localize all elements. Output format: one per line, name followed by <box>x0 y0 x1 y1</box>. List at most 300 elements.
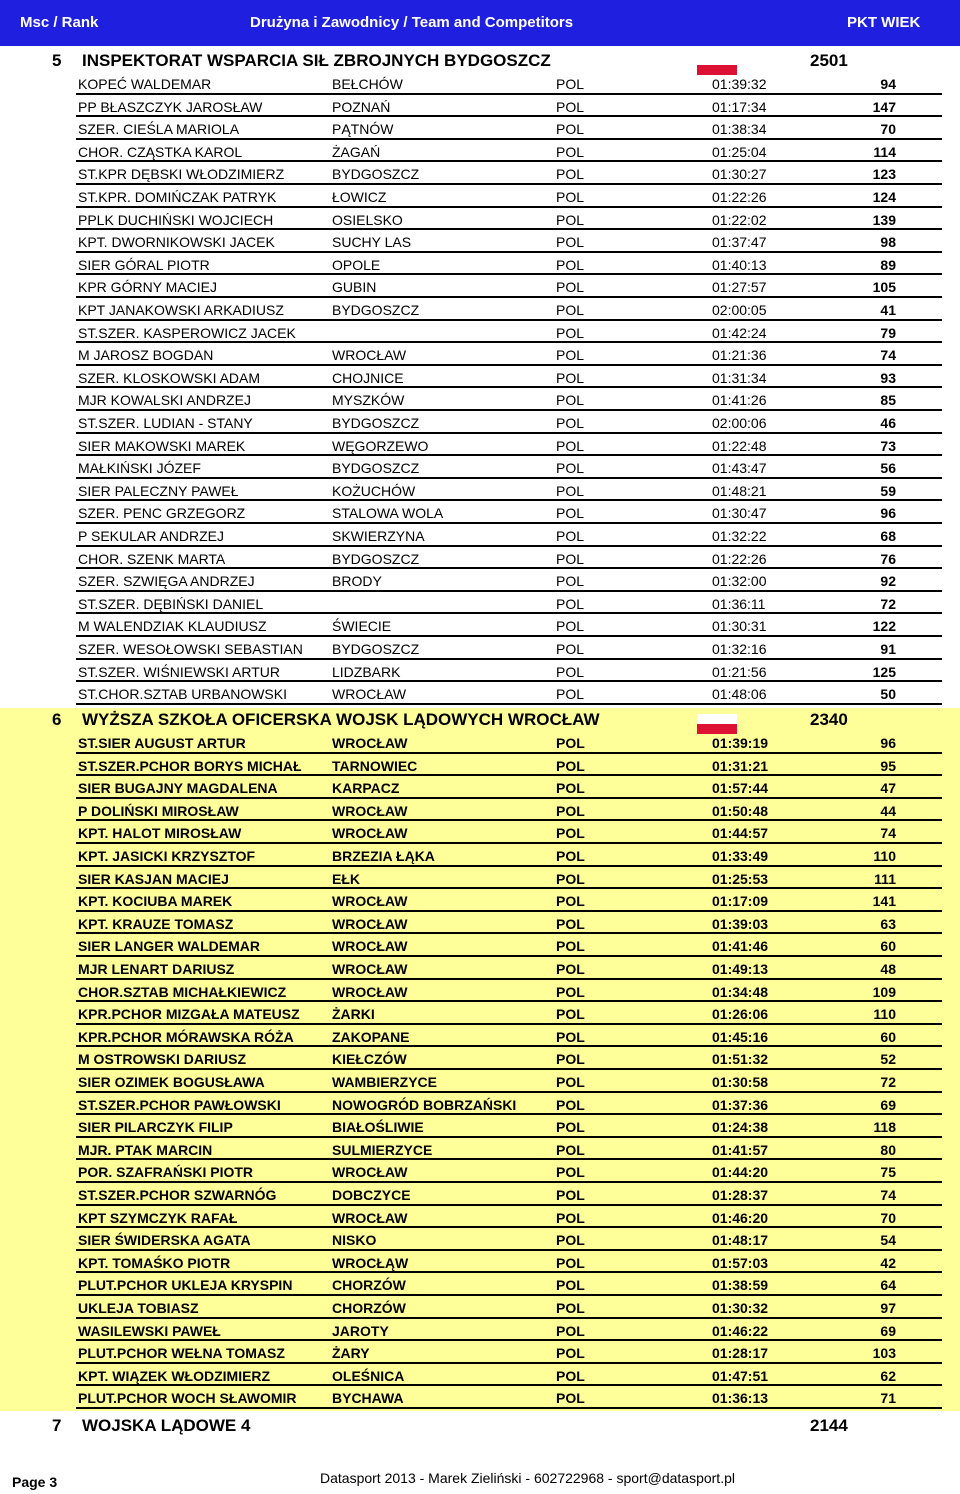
competitor-name: KPT. WIĄZEK WŁODZIMIERZ <box>78 1367 271 1384</box>
competitor-nationality: POL <box>556 983 585 1000</box>
competitor-time: 02:00:06 <box>712 415 767 431</box>
competitor-row <box>76 1138 942 1161</box>
competitor-row <box>76 343 942 366</box>
competitor-time: 01:45:16 <box>712 1028 769 1045</box>
competitor-row <box>76 844 942 867</box>
competitor-city: WROCŁAW <box>332 802 408 819</box>
column-header-points-age: PKT WIEK <box>847 14 921 31</box>
competitor-points: 92 <box>880 573 896 590</box>
competitor-city: WROCŁAW <box>332 1164 408 1181</box>
competitor-nationality: POL <box>556 915 585 932</box>
competitor-city: WAMBIERZYCE <box>332 1074 437 1090</box>
competitor-nationality: POL <box>556 347 585 364</box>
footer-credit: Datasport 2013 - Marek Zieliński - 602722968 - sport@datasport.pl <box>320 1470 735 1486</box>
competitor-name: M WALENDZIAK KLAUDIUSZ <box>78 618 267 635</box>
competitor-nationality: POL <box>556 825 585 842</box>
competitor-time: 01:26:06 <box>712 1006 769 1023</box>
competitor-points: 70 <box>880 121 896 138</box>
competitor-city: BYDGOSZCZ <box>332 460 420 477</box>
competitor-row <box>76 185 942 208</box>
competitor-points: 111 <box>874 870 896 887</box>
competitor-city: WROCŁAW <box>332 735 408 751</box>
competitor-points: 69 <box>880 1322 896 1339</box>
competitor-nationality: POL <box>556 757 585 774</box>
competitor-city: ŻARKI <box>332 1006 375 1023</box>
competitor-nationality: POL <box>556 256 585 273</box>
competitor-time: 01:33:49 <box>712 848 769 864</box>
competitor-time: 01:21:56 <box>712 663 767 680</box>
competitor-time: 01:32:00 <box>712 573 767 590</box>
competitor-city: BYDGOSZCZ <box>332 415 420 431</box>
competitor-points: 42 <box>880 1254 896 1271</box>
competitor-name: MJR LENART DARIUSZ <box>78 961 235 977</box>
competitor-name: KPR.PCHOR MÓRAWSKA RÓŻA <box>78 1028 294 1045</box>
competitor-row <box>76 140 942 163</box>
competitor-row <box>76 660 942 683</box>
competitor-points: 98 <box>880 234 896 251</box>
competitor-time: 01:39:32 <box>712 76 767 92</box>
competitor-name: KPR GÓRNY MACIEJ <box>78 279 217 296</box>
competitor-points: 41 <box>880 302 896 318</box>
competitor-time: 01:32:22 <box>712 528 767 544</box>
competitor-city: WROCŁAW <box>332 825 408 842</box>
competitor-time: 01:57:03 <box>712 1254 769 1271</box>
competitor-city: PĄTNÓW <box>332 121 394 138</box>
competitor-city: NISKO <box>332 1232 377 1249</box>
competitor-nationality: POL <box>556 166 585 183</box>
competitor-name: ST.KPR DĘBSKI WŁODZIMIERZ <box>78 166 285 183</box>
competitor-nationality: POL <box>556 189 585 205</box>
competitor-name: WASILEWSKI PAWEŁ <box>78 1322 221 1339</box>
competitor-row <box>76 776 942 799</box>
competitor-name: P SEKULAR ANDRZEJ <box>78 528 225 544</box>
competitor-points: 93 <box>880 369 896 386</box>
competitor-time: 01:17:34 <box>712 98 767 115</box>
competitor-nationality: POL <box>556 1277 585 1294</box>
competitor-points: 110 <box>873 1006 896 1023</box>
competitor-row <box>76 547 942 570</box>
competitor-points: 118 <box>873 1119 896 1136</box>
competitor-city: ŚWIECIE <box>332 618 392 635</box>
competitor-row <box>76 411 942 434</box>
competitor-points: 125 <box>872 663 896 680</box>
competitor-time: 01:39:19 <box>712 735 769 751</box>
competitor-time: 01:41:57 <box>712 1141 769 1158</box>
competitor-nationality: POL <box>556 1390 585 1407</box>
competitor-nationality: POL <box>556 618 585 635</box>
competitor-name: PLUT.PCHOR WEŁNA TOMASZ <box>78 1345 285 1362</box>
competitor-name: CHOR. CZĄSTKA KAROL <box>78 143 243 160</box>
competitor-name: ST.SZER. KASPEROWICZ JACEK <box>78 324 296 341</box>
competitor-nationality: POL <box>556 870 585 887</box>
competitor-nationality: POL <box>556 1232 585 1249</box>
competitor-row <box>76 1386 942 1409</box>
competitor-points: 75 <box>880 1164 896 1181</box>
competitor-row <box>76 1025 942 1048</box>
competitor-row <box>76 889 942 912</box>
competitor-nationality: POL <box>556 1254 585 1271</box>
competitor-city: NOWOGRÓD BOBRZAŃSKI <box>332 1096 517 1113</box>
competitor-nationality: POL <box>556 780 585 797</box>
competitor-city: KIEŁCZÓW <box>332 1051 407 1068</box>
page-header <box>0 0 960 46</box>
competitor-points: 74 <box>880 347 896 364</box>
competitor-nationality: POL <box>556 505 585 522</box>
competitor-nationality: POL <box>556 1028 585 1045</box>
competitor-name: KPT. HALOT MIROSŁAW <box>78 825 242 842</box>
competitor-nationality: POL <box>556 211 585 228</box>
competitor-nationality: POL <box>556 279 585 296</box>
competitor-row <box>76 1002 942 1025</box>
competitor-city: KARPACZ <box>332 780 400 797</box>
competitor-city: DOBCZYCE <box>332 1187 411 1203</box>
competitor-row <box>76 253 942 276</box>
competitor-points: 110 <box>873 848 896 864</box>
competitor-row <box>76 614 942 637</box>
competitor-city: BRODY <box>332 573 382 590</box>
competitor-points: 85 <box>880 392 896 409</box>
competitor-points: 91 <box>880 641 896 657</box>
competitor-nationality: POL <box>556 1345 585 1362</box>
competitor-points: 72 <box>880 1074 896 1090</box>
competitor-row <box>76 957 942 980</box>
competitor-row <box>76 1319 942 1342</box>
competitor-time: 01:42:24 <box>712 324 767 341</box>
competitor-name: PP BŁASZCZYK JAROSŁAW <box>78 98 263 115</box>
competitor-name: UKLEJA TOBIASZ <box>78 1300 199 1316</box>
team-header <box>0 707 960 731</box>
column-header-rank: Msc / Rank <box>20 14 99 31</box>
competitor-row <box>76 754 942 777</box>
competitor-row <box>76 162 942 185</box>
competitor-city: EŁK <box>332 870 360 887</box>
competitor-time: 01:48:06 <box>712 686 767 703</box>
competitor-city: OSIELSKO <box>332 211 403 228</box>
competitor-name: ST.SZER.PCHOR BORYS MICHAŁ <box>78 757 302 774</box>
competitor-row <box>76 980 942 1003</box>
competitor-city: CHORZÓW <box>332 1277 406 1294</box>
competitor-city: BYDGOSZCZ <box>332 641 420 657</box>
competitor-points: 124 <box>872 189 896 205</box>
competitor-city: WROCŁAW <box>332 938 408 955</box>
team-rank: 7 <box>52 1416 62 1435</box>
team-score: 2340 <box>810 710 848 729</box>
competitor-time: 01:38:59 <box>712 1277 769 1294</box>
team-name: WOJSKA LĄDOWE 4 <box>82 1416 251 1435</box>
competitor-nationality: POL <box>556 938 585 955</box>
competitor-nationality: POL <box>556 76 585 92</box>
competitor-city: WROCŁAW <box>332 686 407 703</box>
competitor-city: OPOLE <box>332 256 381 273</box>
competitor-city: MYSZKÓW <box>332 392 405 409</box>
competitor-name: MJR. PTAK MARCIN <box>78 1141 213 1158</box>
competitor-city: ŻARY <box>332 1345 370 1362</box>
competitor-time: 01:34:48 <box>712 983 769 1000</box>
competitor-row <box>76 321 942 344</box>
competitor-row <box>76 1228 942 1251</box>
team-name: INSPEKTORAT WSPARCIA SIŁ ZBROJNYCH BYDGOSZCZ <box>82 51 551 70</box>
competitor-points: 54 <box>880 1232 896 1249</box>
competitor-nationality: POL <box>556 121 585 138</box>
competitor-time: 01:46:22 <box>712 1322 769 1339</box>
competitor-time: 01:49:13 <box>712 961 769 977</box>
competitor-city: GUBIN <box>332 279 377 296</box>
competitor-name: SIER PILARCZYK FILIP <box>78 1119 233 1136</box>
competitor-city: WROCŁAW <box>332 983 408 1000</box>
competitor-points: 94 <box>880 76 896 92</box>
competitor-time: 01:47:51 <box>712 1367 769 1384</box>
competitor-name: KPT. TOMAŚKO PIOTR <box>78 1254 231 1271</box>
competitor-name: ST.SZER. WIŚNIEWSKI ARTUR <box>78 663 280 680</box>
competitor-city: SUCHY LAS <box>332 234 412 251</box>
team-header <box>0 48 960 72</box>
competitor-points: 56 <box>880 460 896 477</box>
competitor-points: 64 <box>880 1277 896 1294</box>
competitor-time: 01:40:13 <box>712 256 767 273</box>
competitor-points: 139 <box>872 211 896 228</box>
competitor-nationality: POL <box>556 1096 585 1113</box>
competitor-nationality: POL <box>556 1209 585 1226</box>
competitor-name: MAŁKIŃSKI JÓZEF <box>78 460 201 477</box>
competitor-row <box>76 501 942 524</box>
competitor-nationality: POL <box>556 1367 585 1384</box>
competitor-time: 01:30:58 <box>712 1074 769 1090</box>
page-number: Page 3 <box>12 1474 58 1490</box>
competitor-points: 62 <box>880 1367 896 1384</box>
competitor-nationality: POL <box>556 663 585 680</box>
competitor-nationality: POL <box>556 1119 585 1136</box>
competitor-time: 01:28:17 <box>712 1345 769 1362</box>
competitor-nationality: POL <box>556 528 585 544</box>
competitor-city: WĘGORZEWO <box>332 437 429 454</box>
column-header-team: Drużyna i Zawodnicy / Team and Competitors <box>250 14 574 31</box>
competitor-city: WROCŁAW <box>332 893 408 910</box>
competitor-time: 01:32:16 <box>712 641 767 657</box>
competitor-city: TARNOWIEC <box>332 757 418 774</box>
competitor-points: 109 <box>872 983 896 1000</box>
competitor-nationality: POL <box>556 573 585 590</box>
competitor-nationality: POL <box>556 1006 585 1023</box>
competitor-points: 72 <box>880 595 896 612</box>
competitor-points: 73 <box>880 437 896 454</box>
competitor-time: 01:41:26 <box>712 392 767 409</box>
competitor-time: 01:41:46 <box>712 938 769 955</box>
competitor-points: 147 <box>872 98 896 115</box>
competitor-points: 52 <box>880 1051 896 1068</box>
competitor-name: SZER. CIEŚLA MARIOLA <box>78 121 240 138</box>
competitor-city: WROCŁĄW <box>332 1254 409 1271</box>
competitor-time: 01:31:34 <box>712 369 767 386</box>
competitor-nationality: POL <box>556 369 585 386</box>
competitor-row <box>76 1183 942 1206</box>
competitor-nationality: POL <box>556 848 585 864</box>
competitor-row <box>76 1115 942 1138</box>
competitor-points: 97 <box>880 1300 896 1316</box>
competitor-points: 47 <box>880 780 896 797</box>
competitor-name: P DOLIŃSKI MIROSŁAW <box>78 802 239 819</box>
competitor-time: 01:46:20 <box>712 1209 769 1226</box>
competitor-name: ST.SIER AUGUST ARTUR <box>78 735 246 751</box>
competitor-row <box>76 208 942 231</box>
competitor-nationality: POL <box>556 460 585 477</box>
competitor-time: 01:30:32 <box>712 1300 769 1316</box>
competitor-points: 68 <box>880 528 896 544</box>
team-score: 2144 <box>810 1416 848 1435</box>
competitor-row <box>76 1364 942 1387</box>
competitor-row <box>76 1251 942 1274</box>
competitor-nationality: POL <box>556 641 585 657</box>
competitor-row <box>76 912 942 935</box>
competitor-time: 01:22:02 <box>712 211 767 228</box>
competitor-points: 50 <box>880 686 896 703</box>
competitor-time: 01:36:13 <box>712 1390 769 1407</box>
competitor-city: KOŻUCHÓW <box>332 482 416 499</box>
competitor-points: 74 <box>880 1187 896 1203</box>
competitor-name: CHOR. SZENK MARTA <box>78 550 226 567</box>
competitor-name: SIER GÓRAL PIOTR <box>78 256 210 273</box>
competitor-time: 01:30:47 <box>712 505 767 522</box>
competitor-city: JAROTY <box>332 1322 389 1339</box>
competitor-row <box>76 934 942 957</box>
competitor-nationality: POL <box>556 1322 585 1339</box>
competitor-name: CHOR.SZTAB MICHAŁKIEWICZ <box>78 983 287 1000</box>
competitor-nationality: POL <box>556 98 585 115</box>
competitor-nationality: POL <box>556 415 585 431</box>
competitor-nationality: POL <box>556 1164 585 1181</box>
competitor-nationality: POL <box>556 595 585 612</box>
competitor-row <box>76 1206 942 1229</box>
competitor-time: 01:36:11 <box>712 595 766 612</box>
competitor-name: KPT. KOCIUBA MAREK <box>78 893 233 910</box>
competitor-row <box>76 821 942 844</box>
competitor-row <box>76 592 942 615</box>
competitor-city: BYDGOSZCZ <box>332 302 420 318</box>
competitor-time: 01:50:48 <box>712 802 769 819</box>
competitor-nationality: POL <box>556 143 585 160</box>
competitor-nationality: POL <box>556 302 585 318</box>
competitor-city: BYDGOSZCZ <box>332 166 420 183</box>
competitor-row <box>76 298 942 321</box>
competitor-points: 96 <box>880 505 896 522</box>
competitor-name: MJR KOWALSKI ANDRZEJ <box>78 392 251 409</box>
competitor-city: BIAŁOŚLIWIE <box>332 1119 424 1136</box>
competitor-time: 01:31:21 <box>712 757 769 774</box>
competitor-points: 89 <box>880 256 896 273</box>
competitor-name: POR. SZAFRAŃSKI PIOTR <box>78 1164 254 1181</box>
competitor-city: LIDZBARK <box>332 663 401 680</box>
competitor-points: 71 <box>880 1390 896 1407</box>
competitor-city: WROCŁAW <box>332 347 407 364</box>
competitor-city: ŁOWICZ <box>332 189 387 205</box>
competitor-nationality: POL <box>556 1074 585 1090</box>
competitor-nationality: POL <box>556 686 585 703</box>
competitor-time: 01:22:26 <box>712 189 767 205</box>
competitor-name: SZER. KLOSKOWSKI ADAM <box>78 369 261 386</box>
competitor-name: KPT. KRAUZE TOMASZ <box>78 915 234 932</box>
competitor-nationality: POL <box>556 735 585 751</box>
competitor-row <box>76 275 942 298</box>
competitor-name: ST.SZER. LUDIAN - STANY <box>78 415 253 431</box>
competitor-row <box>76 95 942 118</box>
competitor-city: BEŁCHÓW <box>332 76 403 92</box>
competitor-points: 60 <box>880 938 896 955</box>
competitor-points: 63 <box>880 915 896 932</box>
competitor-row <box>76 230 942 253</box>
competitor-name: SIER KASJAN MACIEJ <box>78 870 229 887</box>
competitor-points: 105 <box>872 279 896 296</box>
competitor-time: 01:22:48 <box>712 437 767 454</box>
competitor-name: KPR.PCHOR MIZGAŁA MATEUSZ <box>78 1006 300 1023</box>
competitor-time: 01:25:53 <box>712 870 769 887</box>
competitor-nationality: POL <box>556 1300 585 1316</box>
competitor-name: M OSTROWSKI DARIUSZ <box>78 1051 246 1068</box>
competitor-row <box>76 637 942 660</box>
competitor-row <box>76 1093 942 1116</box>
competitor-name: ST.SZER. DĘBIŃSKI DANIEL <box>78 595 264 612</box>
competitor-points: 76 <box>880 550 896 567</box>
competitor-points: 122 <box>872 618 896 635</box>
competitor-name: ST.SZER.PCHOR PAWŁOWSKI <box>78 1096 281 1113</box>
competitor-row <box>76 1047 942 1070</box>
competitor-time: 01:22:26 <box>712 550 767 567</box>
competitor-city: WROCŁAW <box>332 915 408 932</box>
team-name: WYŻSZA SZKOŁA OFICERSKA WOJSK LĄDOWYCH WROCŁAW <box>82 710 600 729</box>
competitor-row <box>76 479 942 502</box>
competitor-points: 96 <box>880 735 896 751</box>
competitor-points: 103 <box>872 1345 896 1362</box>
competitor-time: 02:00:05 <box>712 302 767 318</box>
competitor-nationality: POL <box>556 1187 585 1203</box>
competitor-nationality: POL <box>556 482 585 499</box>
competitor-name: KOPEĆ WALDEMAR <box>78 76 212 92</box>
competitor-name: PPLK DUCHIŃSKI WOJCIECH <box>78 211 274 228</box>
competitor-row <box>76 1296 942 1319</box>
competitor-time: 01:21:36 <box>712 347 767 364</box>
competitor-nationality: POL <box>556 324 585 341</box>
team-rank: 5 <box>52 51 62 70</box>
competitor-name: SIER PALECZNY PAWEŁ <box>78 482 239 499</box>
competitor-name: ST.KPR. DOMIŃCZAK PATRYK <box>78 189 277 205</box>
competitor-row <box>76 1341 942 1364</box>
team-header <box>0 1413 960 1437</box>
competitor-name: PLUT.PCHOR UKLEJA KRYSPIN <box>78 1277 293 1294</box>
competitor-city: OLEŚNICA <box>332 1367 405 1384</box>
competitor-nationality: POL <box>556 234 585 251</box>
competitor-points: 79 <box>880 324 896 341</box>
competitor-points: 69 <box>880 1096 896 1113</box>
competitor-name: SZER. WESOŁOWSKI SEBASTIAN <box>78 641 303 657</box>
team-rank: 6 <box>52 710 62 729</box>
competitor-nationality: POL <box>556 961 585 977</box>
competitor-name: KPT. DWORNIKOWSKI JACEK <box>78 234 275 251</box>
competitor-row <box>76 1160 942 1183</box>
competitor-row <box>76 366 942 389</box>
competitor-time: 01:30:27 <box>712 166 767 183</box>
competitor-name: PLUT.PCHOR WOCH SŁAWOMIR <box>78 1390 297 1407</box>
competitor-time: 01:27:57 <box>712 279 767 296</box>
team-score: 2501 <box>810 51 848 70</box>
competitor-name: SIER BUGAJNY MAGDALENA <box>78 780 278 797</box>
competitor-row <box>76 569 942 592</box>
competitor-time: 01:24:38 <box>712 1119 769 1136</box>
competitor-nationality: POL <box>556 392 585 409</box>
competitor-time: 01:48:17 <box>712 1232 769 1249</box>
competitor-row <box>76 682 942 705</box>
competitor-time: 01:39:03 <box>712 915 769 932</box>
competitor-row <box>76 117 942 140</box>
competitor-city: CHORZÓW <box>332 1300 406 1316</box>
competitor-time: 01:25:04 <box>712 143 767 160</box>
